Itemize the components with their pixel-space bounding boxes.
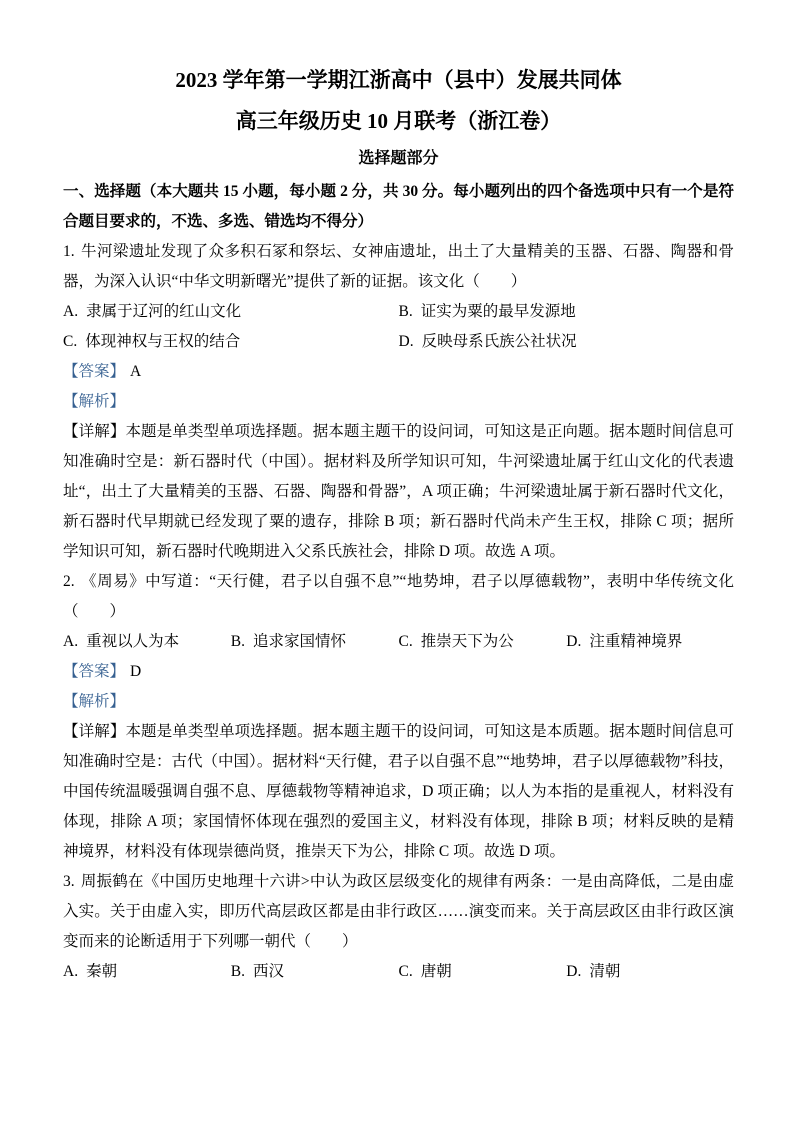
answer-line <box>63 357 734 387</box>
option-text: 反映母系氏族公社状况 <box>421 333 577 350</box>
question-number: 3. <box>63 873 75 890</box>
detail-paragraph <box>63 417 734 567</box>
option-text: 追求家国情怀 <box>252 633 346 650</box>
answer-tag: 【答案】 <box>63 663 126 680</box>
answer-tag: 【答案】 <box>63 363 126 380</box>
question-number: 1. <box>63 243 75 260</box>
options-grid <box>63 627 734 657</box>
question-stem-text: 牛河梁遗址发现了众多积石冢和祭坛、女神庙遗址，出土了大量精美的玉器、石器、陶器和骨器，为深入认识“中华文明新曙光”提供了新的证据。该文化（ ） <box>63 243 734 290</box>
question-stem <box>63 867 734 957</box>
option-text: 推崇天下为公 <box>420 633 514 650</box>
option-label: B. <box>398 303 413 320</box>
answer-value: D <box>130 663 142 680</box>
option-label: A. <box>63 963 79 980</box>
option-text: 唐朝 <box>420 963 452 980</box>
analysis-tag: 【解析】 <box>63 393 126 410</box>
question-block-3 <box>63 867 734 987</box>
option-a <box>63 297 399 327</box>
option-a <box>63 957 231 987</box>
option-label: A. <box>63 303 79 320</box>
option-label: A. <box>63 633 79 650</box>
answer-value: A <box>130 363 142 380</box>
option-label: C. <box>398 633 413 650</box>
question-block-1 <box>63 237 734 567</box>
option-c <box>63 327 399 357</box>
option-b <box>399 297 735 327</box>
option-d <box>399 327 735 357</box>
exam-title-line1: 2023 学年第一学期江浙高中（县中）发展共同体 <box>175 68 622 92</box>
detail-tag: 【详解】 <box>63 423 126 440</box>
analysis-line <box>63 687 734 717</box>
option-text: 秦朝 <box>86 963 118 980</box>
option-label: D. <box>566 633 582 650</box>
option-text: 清朝 <box>589 963 621 980</box>
option-label: D. <box>398 333 414 350</box>
question-stem-text: 周振鹤在《中国历史地理十六讲>中认为政区层级变化的规律有两条：一是由高降低，二是由虚入实。关于由虚入实，即历代高层政区都是由非行政区……演变而来。关于高层政区由非行政区演变而来的论断适用于下列哪一朝代（ ） <box>63 873 734 950</box>
option-a <box>63 627 231 657</box>
detail-text: 本题是单类型单项选择题。据本题主题干的设问词，可知这是正向题。据本题时间信息可知准确时空是：新石器时代（中国）。据材料及所学知识可知，牛河梁遗址属于红山文化的代表遗址“，出土了大量精美的玉器、石器、陶器和骨器”，A 项正确；牛河梁遗址属于新石器时代文化，新石器时代早期就已经发现了粟的遗存，排除 B 项；新石器时代尚未产生王权，排除 C 项；据所学知识可知，新石器时代晚期进入父系氏族社会，排除 D 项。故选 A 项。 <box>63 423 734 560</box>
option-b <box>231 957 399 987</box>
question-stem <box>63 237 734 297</box>
option-label: C. <box>63 333 78 350</box>
options-grid <box>63 297 734 357</box>
answer-line <box>63 657 734 687</box>
exam-title-line2: 高三年级历史 10 月联考（浙江卷） <box>235 109 562 133</box>
question-stem-text: 《周易》中写道：“天行健，君子以自强不息”“地势坤，君子以厚德载物”，表明中华传统文化（ ） <box>63 573 734 620</box>
option-text: 证实为粟的最早发源地 <box>420 303 576 320</box>
detail-tag: 【详解】 <box>63 723 126 740</box>
analysis-tag: 【解析】 <box>63 693 126 710</box>
option-text: 隶属于辽河的红山文化 <box>86 303 242 320</box>
option-text: 重视以人为本 <box>86 633 180 650</box>
question-number: 2. <box>63 573 75 590</box>
question-stem <box>63 567 734 627</box>
options-grid <box>63 957 734 987</box>
option-text: 西汉 <box>252 963 284 980</box>
detail-paragraph <box>63 717 734 867</box>
section-part-title: 选择题部分 <box>358 150 439 167</box>
option-b <box>231 627 399 657</box>
option-label: D. <box>566 963 582 980</box>
section-intro: 一、选择题（本大题共 15 小题，每小题 2 分，共 30 分。每小题列出的四个备选项中只有一个是符合题目要求的，不选、多选、错选均不得分） <box>63 183 734 230</box>
option-c <box>399 957 567 987</box>
option-text: 体现神权与王权的结合 <box>85 333 241 350</box>
option-label: C. <box>398 963 413 980</box>
analysis-line <box>63 387 734 417</box>
detail-text: 本题是单类型单项选择题。据本题主题干的设问词，可知这是本质题。据本题时间信息可知准确时空是：古代（中国）。据材料“天行健，君子以自强不息”“地势坤，君子以厚德载物”科技，中国传统温暖强调自强不息、厚德载物等精神追求，D 项正确；以人为本指的是重视人，材料没有体现，排除 A 项；家国情怀体现在强烈的爱国主义，材料没有体现，排除 B 项；材料反映的是精神境界，材料没有体现崇德尚贤，推崇天下为公，排除 C 项。故选 D 项。 <box>63 723 734 860</box>
option-label: B. <box>230 963 245 980</box>
option-c <box>399 627 567 657</box>
option-text: 注重精神境界 <box>589 633 683 650</box>
option-label: B. <box>230 633 245 650</box>
option-d <box>566 627 734 657</box>
question-block-2 <box>63 567 734 867</box>
option-d <box>566 957 734 987</box>
